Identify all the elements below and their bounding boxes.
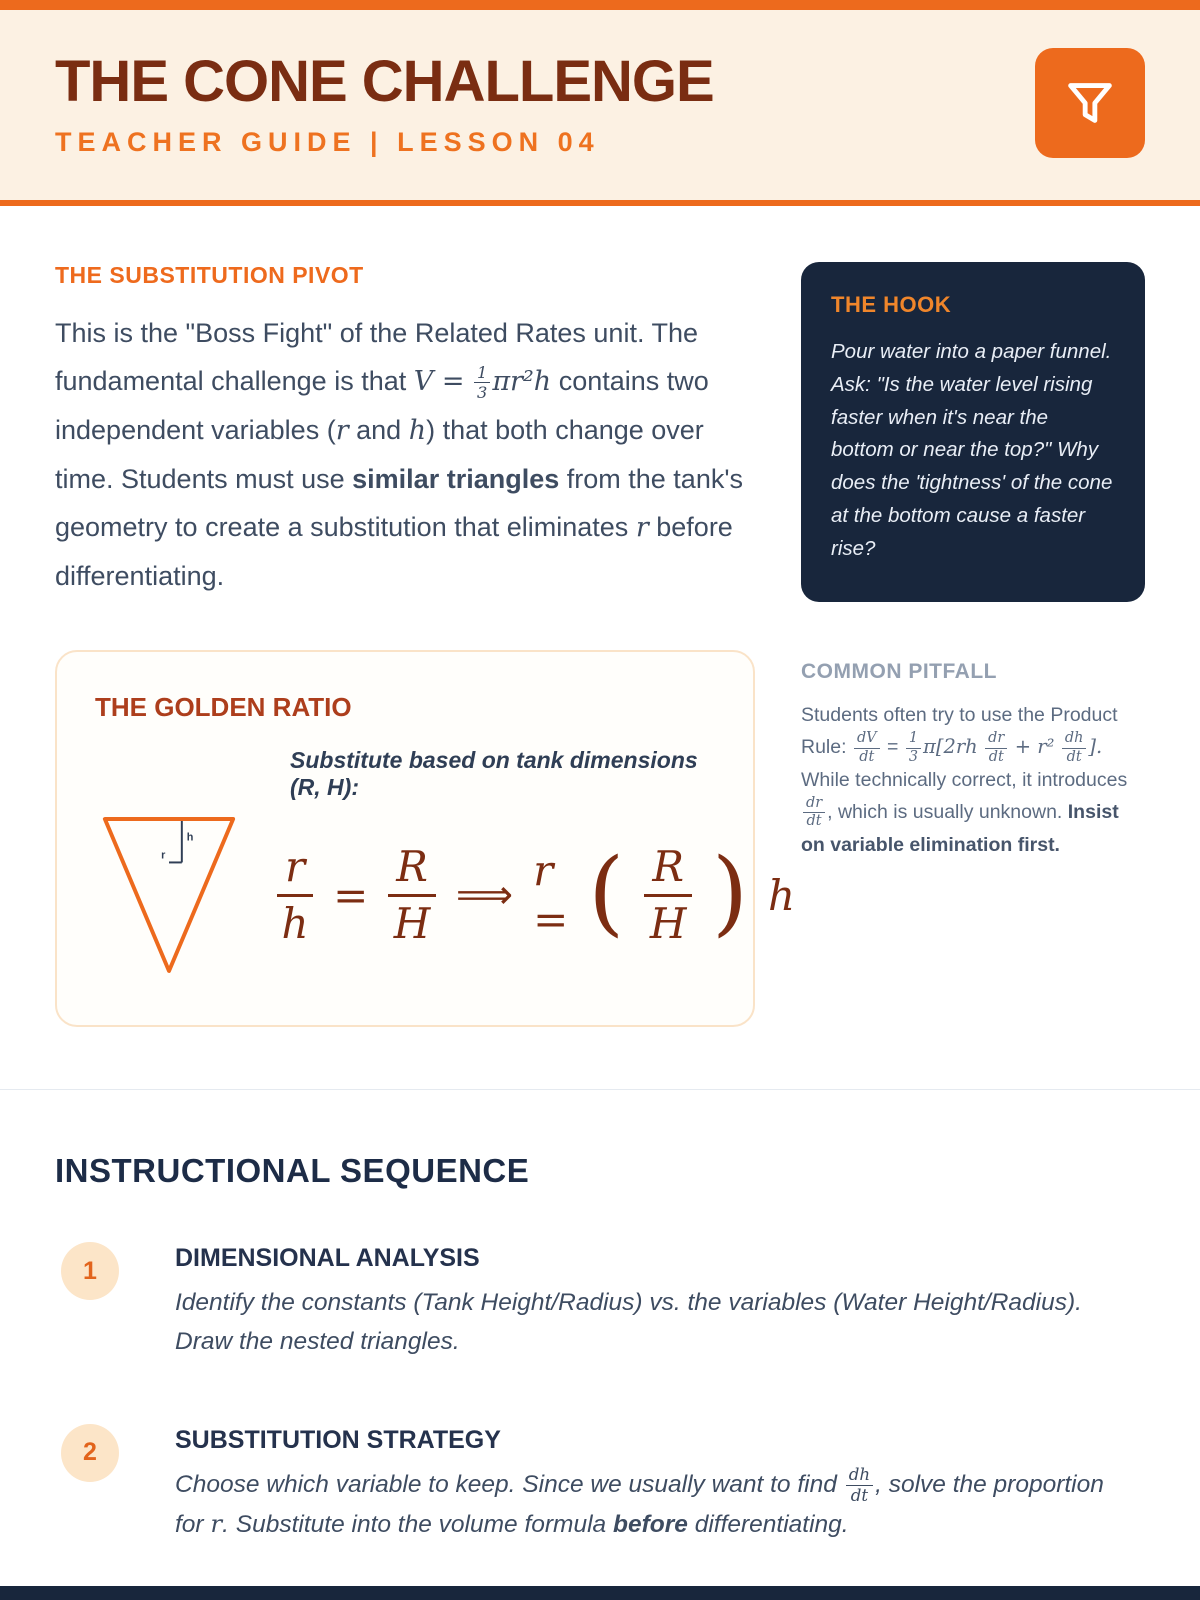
math-segment: V = bbox=[413, 366, 465, 398]
math-segment: r bbox=[335, 415, 349, 447]
numerator: dh bbox=[846, 1466, 873, 1485]
common-pitfall-text bbox=[801, 700, 1145, 862]
step-body bbox=[175, 1424, 1135, 1545]
numerator: dV bbox=[854, 731, 880, 748]
bottom-accent-bar bbox=[0, 1586, 1200, 1600]
numerator: dh bbox=[1062, 731, 1087, 748]
math-segment: ]. bbox=[1088, 735, 1103, 759]
numerator: r bbox=[277, 845, 313, 897]
top-accent-bar bbox=[0, 0, 1200, 10]
text-segment: differentiating. bbox=[694, 1511, 849, 1539]
bold-segment: Insist on variable elimination first. bbox=[801, 801, 1119, 856]
denominator: H bbox=[393, 898, 431, 948]
equals-sign: = bbox=[333, 870, 369, 920]
header bbox=[0, 10, 1200, 200]
bold-segment: similar triangles bbox=[352, 464, 560, 495]
header-text bbox=[55, 48, 714, 158]
numerator: dr bbox=[803, 796, 825, 813]
step-number-badge: 2 bbox=[61, 1424, 119, 1482]
step-description bbox=[175, 1465, 1135, 1545]
common-pitfall-heading: COMMON PITFALL bbox=[801, 659, 997, 683]
sequence-step-1 bbox=[61, 1242, 1145, 1361]
left-column bbox=[55, 262, 796, 1027]
step-title: SUBSTITUTION STRATEGY bbox=[175, 1425, 501, 1454]
text-segment: , which is usually unknown. bbox=[827, 801, 1063, 824]
instructional-sequence bbox=[55, 1090, 1145, 1544]
label-r: r bbox=[161, 849, 166, 862]
hook-card bbox=[801, 262, 1145, 602]
math-segment: π[2rh bbox=[923, 735, 978, 759]
denominator: dt bbox=[988, 748, 1004, 765]
cone-diagram bbox=[95, 811, 243, 979]
denominator: dt bbox=[850, 1485, 869, 1505]
golden-ratio-heading: THE GOLDEN RATIO bbox=[95, 692, 352, 723]
math-segment: h bbox=[768, 870, 796, 920]
denominator: 3 bbox=[908, 748, 919, 765]
main-content bbox=[0, 206, 1200, 1544]
math-segment: h bbox=[408, 415, 427, 447]
fraction-R-over-H bbox=[644, 841, 692, 948]
text-segment: , solve the proportion for bbox=[175, 1470, 1104, 1539]
dh-dt-fraction bbox=[1062, 731, 1087, 764]
step-title: DIMENSIONAL ANALYSIS bbox=[175, 1244, 480, 1273]
denominator: dt bbox=[1066, 748, 1082, 765]
left-paren: ( bbox=[588, 838, 625, 947]
implies-arrow: ⟹ bbox=[455, 872, 514, 919]
step-body bbox=[175, 1242, 1135, 1361]
dV-dt-fraction bbox=[854, 731, 880, 764]
text-segment: contains two independent variables ( bbox=[55, 366, 709, 446]
substitution-pivot-heading: THE SUBSTITUTION PIVOT bbox=[55, 262, 364, 288]
hook-text: Pour water into a paper funnel. Ask: "Is the water level rising faster when it's near the bottom or near the top?" Why does the 'tightness' of the cone at the bottom cause a faster rise? bbox=[831, 340, 1113, 560]
pivot-paragraph bbox=[55, 309, 755, 600]
dr-dt-fraction bbox=[803, 796, 825, 829]
text-segment: This is the "Boss Fight" of the Related Rates unit. The fundamental challenge is that bbox=[55, 318, 698, 397]
right-paren: ) bbox=[711, 838, 748, 947]
denominator: h bbox=[281, 898, 309, 948]
numerator: 1 bbox=[474, 364, 490, 383]
math-segment: r bbox=[210, 1509, 223, 1539]
text-segment: ) that both change over time. Students must use bbox=[55, 415, 704, 495]
right-column bbox=[801, 262, 1145, 1027]
cone-outline bbox=[105, 819, 233, 971]
two-column-layout bbox=[55, 262, 1145, 1027]
numerator: 1 bbox=[906, 731, 921, 748]
text-segment: from the tank's geometry to create a substitution that eliminates bbox=[55, 464, 743, 543]
funnel-icon-glyph bbox=[1059, 72, 1121, 134]
numerator: dr bbox=[985, 731, 1007, 748]
math-segment: r bbox=[635, 512, 649, 544]
denominator: H bbox=[649, 898, 687, 948]
text-segment: Students often try to use the Product Rule: bbox=[801, 703, 1118, 759]
one-third-fraction bbox=[906, 731, 921, 764]
math-segment: = bbox=[887, 736, 899, 759]
numerator: R bbox=[388, 845, 436, 897]
text-segment: Choose which variable to keep. Since we usually want to find bbox=[175, 1470, 837, 1498]
denominator: 3 bbox=[477, 383, 488, 403]
text-segment: before differentiating. bbox=[55, 512, 733, 592]
funnel-icon bbox=[1035, 48, 1145, 158]
hook-heading: THE HOOK bbox=[831, 292, 952, 317]
math-segment: + r² bbox=[1014, 735, 1055, 759]
page-title: THE CONE CHALLENGE bbox=[55, 49, 714, 114]
math-segment: r = bbox=[533, 846, 569, 945]
fraction-R-over-H bbox=[388, 841, 436, 948]
math-segment: πr²h bbox=[492, 366, 552, 398]
text-segment: While technically correct, it introduces bbox=[801, 768, 1128, 791]
dr-dt-fraction bbox=[985, 731, 1007, 764]
label-h: h bbox=[186, 832, 194, 845]
golden-ratio-caption: Substitute based on tank dimensions (R, H): bbox=[290, 747, 698, 801]
golden-ratio-row bbox=[95, 811, 796, 979]
text-segment: and bbox=[356, 415, 402, 446]
substitution-formula bbox=[277, 838, 796, 948]
step-number-badge: 1 bbox=[61, 1242, 119, 1300]
text-segment: . Substitute into the volume formula bbox=[222, 1511, 607, 1539]
dh-dt-fraction bbox=[846, 1466, 873, 1504]
one-third-fraction bbox=[474, 364, 490, 401]
denominator: dt bbox=[806, 813, 822, 830]
numerator: R bbox=[644, 845, 692, 897]
sequence-step-2 bbox=[61, 1424, 1145, 1545]
golden-ratio-card bbox=[55, 650, 796, 1027]
text-segment: Identify the constants (Tank Height/Radius) vs. the variables (Water Height/Radius). Draw the nested triangles. bbox=[175, 1289, 1082, 1356]
page-subtitle: TEACHER GUIDE | LESSON 04 bbox=[55, 127, 600, 157]
step-description bbox=[175, 1283, 1135, 1361]
instructional-sequence-heading: INSTRUCTIONAL SEQUENCE bbox=[55, 1152, 530, 1190]
bold-segment: before bbox=[612, 1511, 688, 1539]
denominator: dt bbox=[859, 748, 875, 765]
fraction-r-over-h bbox=[277, 841, 313, 948]
